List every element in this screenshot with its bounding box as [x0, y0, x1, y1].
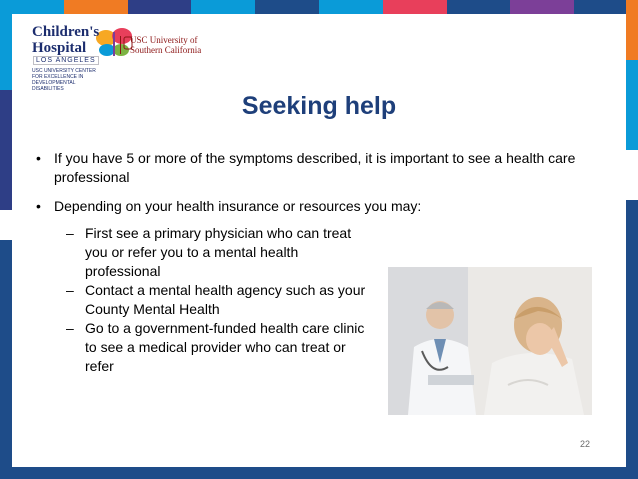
sub-bullet-list — [66, 224, 366, 376]
right-frame-border — [626, 0, 638, 479]
sub-bullet-text: First see a primary physician who can treat you or refer you to a mental health professional — [85, 225, 352, 279]
sub-bullet-item — [66, 281, 366, 319]
ucedd-subtitle — [32, 68, 102, 92]
sub-bullet-item — [66, 319, 366, 376]
slide-title: Seeking help — [241, 92, 397, 120]
bullet-item — [30, 197, 610, 216]
ucedd-line2: FOR EXCELLENCE IN — [32, 74, 84, 80]
stripe-segment — [191, 0, 255, 14]
chla-usc-logo — [32, 24, 222, 96]
left-frame-border — [0, 0, 12, 479]
stripe-segment — [383, 0, 447, 14]
ucedd-line1: USC UNIVERSITY CENTER — [32, 68, 96, 74]
bullet-item — [30, 149, 610, 187]
top-color-stripe — [0, 0, 638, 14]
bullet-text: If you have 5 or more of the symptoms described, it is important to see a health care professional — [54, 150, 576, 185]
hospital-name-line1: Children's — [32, 24, 100, 40]
usc-line1: USC University of — [130, 35, 198, 45]
sub-bullet-item — [66, 224, 366, 281]
stripe-segment — [319, 0, 383, 14]
doctor-patient-photo — [388, 267, 592, 415]
hospital-name-line2: Hospital — [32, 40, 87, 56]
bullet-text: Depending on your health insurance or resources you may: — [54, 198, 422, 214]
stripe-segment — [255, 0, 319, 14]
stripe-segment — [510, 0, 574, 14]
ucedd-line3: DEVELOPMENTAL DISABILITIES — [32, 80, 76, 92]
page-number: 22 — [579, 439, 590, 449]
stripe-segment — [128, 0, 192, 14]
hospital-location: LOS ANGELES — [33, 56, 99, 65]
doctor-patient-illustration — [388, 267, 592, 415]
hospital-name — [32, 24, 99, 56]
dash-marker: – — [66, 225, 74, 241]
dash-marker: – — [66, 282, 74, 298]
bullet-marker: • — [36, 150, 41, 166]
bullet-marker: • — [36, 198, 41, 214]
usc-line2: Southern California — [130, 45, 202, 55]
sub-bullet-text: Go to a government-funded health care clinic to see a medical provider who can treat or refer — [85, 320, 365, 374]
bottom-frame-border — [0, 467, 638, 479]
sub-bullet-text: Contact a mental health agency such as your County Mental Health — [85, 282, 366, 317]
stripe-segment — [447, 0, 511, 14]
usc-name — [130, 35, 201, 55]
slide — [12, 14, 626, 467]
stripe-segment — [64, 0, 128, 14]
dash-marker: – — [66, 320, 74, 336]
